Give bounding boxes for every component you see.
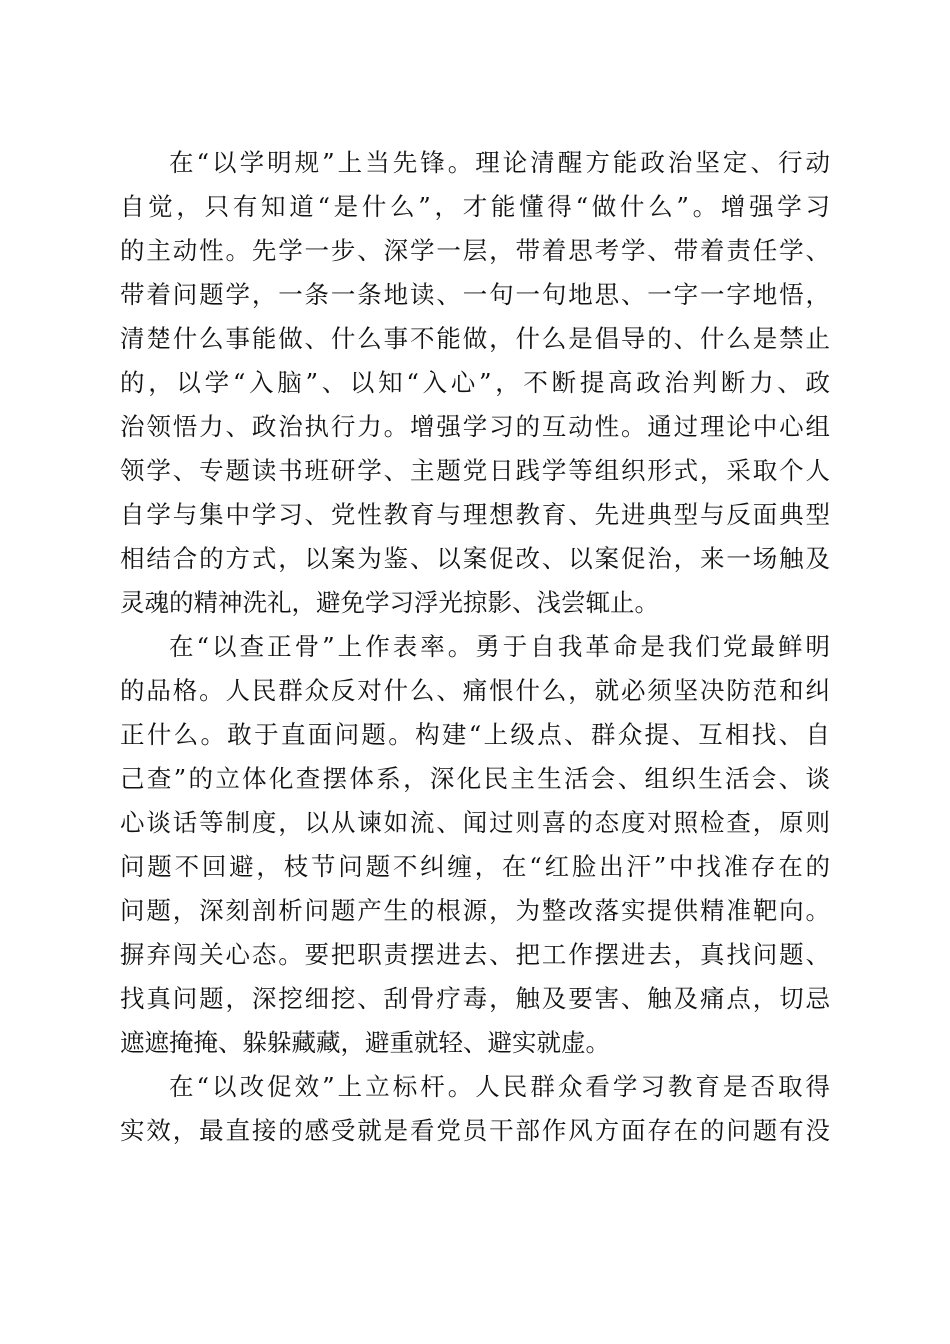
paragraph-2-line: 问题，深刻剖析问题产生的根源，为整改落实提供精准靶向。 bbox=[120, 896, 830, 925]
paragraph-2-line: 正什么。敢于直面问题。构建“上级点、群众提、互相找、自 bbox=[120, 720, 830, 749]
paragraph-2-line: 遮遮掩掩、躲躲藏藏，避重就轻、避实就虚。 bbox=[120, 1028, 610, 1057]
paragraph-2-line: 己查”的立体化查摆体系，深化民主生活会、组织生活会、谈 bbox=[120, 764, 830, 793]
paragraph-2-line: 心谈话等制度，以从谏如流、闻过则喜的态度对照检查，原则 bbox=[120, 808, 830, 837]
paragraph-2-line: 的品格。人民群众反对什么、痛恨什么，就必须坚决防范和纠 bbox=[120, 676, 830, 705]
paragraph-2-line: 在“以查正骨”上作表率。勇于自我革命是我们党最鲜明 bbox=[169, 632, 830, 661]
paragraph-3-line: 实效，最直接的感受就是看党员干部作风方面存在的问题有没 bbox=[120, 1116, 830, 1145]
paragraph-1-line: 自学与集中学习、党性教育与理想教育、先进典型与反面典型 bbox=[120, 500, 830, 529]
paragraph-1-line: 治领悟力、政治执行力。增强学习的互动性。通过理论中心组 bbox=[120, 412, 830, 441]
paragraph-3-line: 在“以改促效”上立标杆。人民群众看学习教育是否取得 bbox=[169, 1072, 830, 1101]
paragraph-2-line: 摒弃闯关心态。要把职责摆进去、把工作摆进去，真找问题、 bbox=[120, 940, 830, 969]
paragraph-1-line: 自觉，只有知道“是什么”，才能懂得“做什么”。增强学习 bbox=[120, 192, 830, 221]
paragraph-1-line: 灵魂的精神洗礼，避免学习浮光掠影、浅尝辄止。 bbox=[120, 588, 659, 617]
paragraph-1-line: 清楚什么事能做、什么事不能做，什么是倡导的、什么是禁止 bbox=[120, 324, 830, 353]
paragraph-1-line: 的主动性。先学一步、深学一层，带着思考学、带着责任学、 bbox=[120, 236, 830, 265]
paragraph-1-line: 在“以学明规”上当先锋。理论清醒方能政治坚定、行动 bbox=[169, 148, 830, 177]
paragraph-1-line: 带着问题学，一条一条地读、一句一句地思、一字一字地悟， bbox=[120, 280, 830, 309]
paragraph-2-line: 问题不回避，枝节问题不纠缠，在“红脸出汗”中找准存在的 bbox=[120, 852, 830, 881]
body-text bbox=[120, 141, 830, 1153]
paragraph-1-line: 领学、专题读书班研学、主题党日践学等组织形式，采取个人 bbox=[120, 456, 830, 485]
paragraph-2-line: 找真问题，深挖细挖、刮骨疗毒，触及要害、触及痛点，切忌 bbox=[120, 984, 830, 1013]
paragraph-1-line: 的，以学“入脑”、以知“入心”，不断提高政治判断力、政 bbox=[120, 368, 830, 397]
paragraph-1-line: 相结合的方式，以案为鉴、以案促改、以案促治，来一场触及 bbox=[120, 544, 830, 573]
